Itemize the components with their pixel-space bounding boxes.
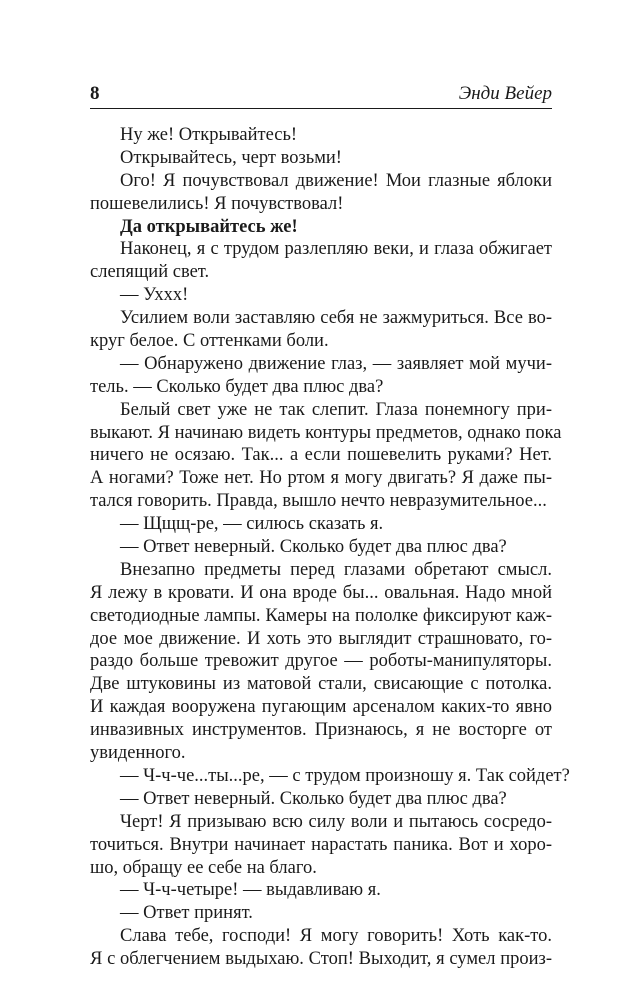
text-line: — Ч-ч-четыре! — выдавливаю я. <box>120 880 381 901</box>
text-line: Ого! Я почувствовал движение! Мои глазные яблоки <box>120 170 552 191</box>
text-line: Открывайтесь, черт возьми! <box>120 147 342 168</box>
text-line: дое мое движение. И хоть это выглядит страшновато, го- <box>90 628 552 649</box>
text-line: Две штуковины из матовой стали, свисающие с потолка. <box>90 674 552 695</box>
text-line: круг белое. С оттенками боли. <box>90 331 329 352</box>
text-line: Ну же! Открывайтесь! <box>120 125 298 145</box>
text-line: Наконец, я с трудом разлепляю веки, и глаза обжигает <box>120 239 552 260</box>
text-line: инвазивных инструментов. Признаюсь, я не восторге от <box>90 720 552 741</box>
text-line: А ногами? Тоже нет. Но ртом я могу двигать? Я даже пы- <box>90 468 552 489</box>
text-line: — Ч-ч-че...ты...ре, — с трудом произношу я. Так сойдет? <box>120 765 570 786</box>
text-line: тался говорить. Правда, вышло нечто невразумительное... <box>90 491 547 512</box>
running-head-author: Энди Вейер <box>458 83 552 104</box>
page-number: 8 <box>90 83 100 104</box>
text-line: шо, обращу ее себе на благо. <box>90 857 317 878</box>
page-header <box>90 82 552 109</box>
text-line: слепящий свет. <box>90 262 210 283</box>
text-line: — Ответ неверный. Сколько будет два плюс два? <box>120 788 507 809</box>
text-line: И каждая вооружена пугающим арсеналом каких-то явно <box>90 697 552 718</box>
text-line: Внезапно предметы перед глазами обретают смысл. <box>120 559 552 580</box>
body-text <box>90 124 570 971</box>
text-line: Белый свет уже не так слепит. Глаза понемногу при- <box>120 399 552 420</box>
text-line: — Обнаружено движение глаз, — заявляет мой мучи- <box>120 353 552 374</box>
text-line: Слава тебе, господи! Я могу говорить! Хоть как-то. <box>120 926 552 947</box>
text-line: точиться. Внутри начинает нарастать паника. Вот и хоро- <box>90 834 552 855</box>
text-line: — Щщщ-ре, — силюсь сказать я. <box>120 514 384 535</box>
text-line: ничего не осязаю. Так... а если пошевелить руками? Нет. <box>90 445 552 466</box>
text-line: увиденного. <box>90 743 186 764</box>
text-line: — Уххх! <box>120 285 189 306</box>
text-line: Я лежу в кровати. И она вроде бы... овальная. Надо мной <box>90 582 552 603</box>
text-line: — Ответ неверный. Сколько будет два плюс два? <box>120 537 507 558</box>
text-line: раздо больше тревожит другое — роботы-манипуляторы. <box>90 651 552 672</box>
text-line: Да открывайтесь же! <box>120 216 298 237</box>
text-line: Усилием воли заставляю себя не зажмуриться. Все во- <box>120 308 552 329</box>
text-line: Я с облегчением выдыхаю. Стоп! Выходит, я сумел произ- <box>90 949 552 970</box>
text-line: выкают. Я начинаю видеть контуры предметов, однако пока <box>90 422 562 443</box>
text-line: — Ответ принят. <box>120 903 253 924</box>
text-line: Черт! Я призываю всю силу воли и пытаюсь сосредо- <box>120 811 552 832</box>
text-line: светодиодные лампы. Камеры на пололке фиксируют каж- <box>90 605 552 626</box>
text-line: пошевелились! Я почувствовал! <box>90 193 344 214</box>
text-line: тель. — Сколько будет два плюс два? <box>90 376 384 397</box>
